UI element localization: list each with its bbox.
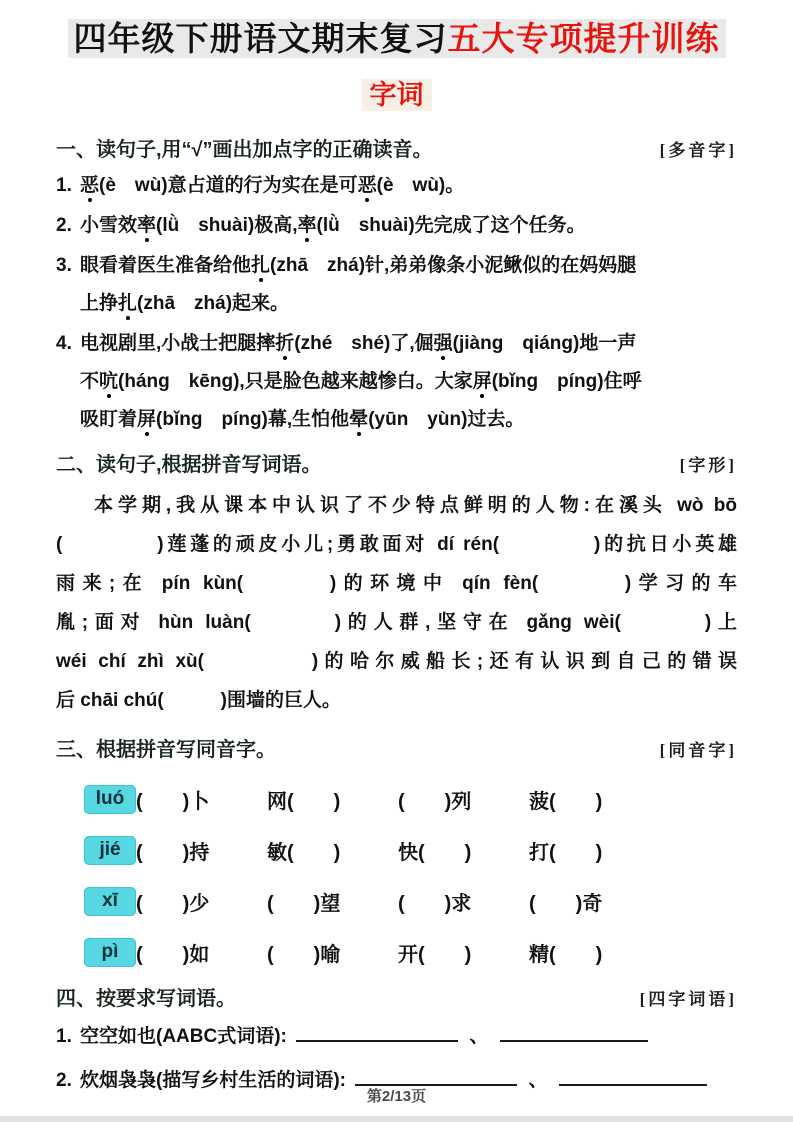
dotted-char: 吭 [99, 371, 119, 392]
pinyin-badge: luó [84, 785, 136, 814]
dotted-char: 率 [137, 215, 157, 236]
question-number: 4. [56, 333, 72, 354]
homophone-blank: ( )卜 [136, 791, 210, 813]
pinyin-badge: xī [84, 887, 136, 916]
paragraph-line: 本学期,我从课本中认识了不少特点鲜明的人物:在溪头 wò bō [94, 495, 737, 516]
text-segment: (lǜ shuài)先完成了这个任务。 [316, 215, 586, 236]
page-indicator: 第2/13页 [366, 1088, 427, 1105]
list-separator: 、 [469, 1026, 489, 1047]
homophone-row-luo [56, 783, 737, 816]
page-subtitle [56, 73, 737, 112]
dotted-char: 扎 [251, 255, 271, 276]
text-segment: 不 [80, 371, 100, 392]
word-item-1 [56, 1016, 737, 1058]
section4-tag: [四字词语] [639, 990, 737, 1009]
section4-header [56, 985, 737, 1014]
answer-blank [500, 1023, 648, 1042]
section2-heading: 二、读句子,根据拼音写词语。 [56, 454, 322, 476]
text-segment: (bǐng píng)住呼 [491, 371, 642, 392]
dotted-char: 折 [275, 333, 295, 354]
homophone-blank: ( )列 [398, 791, 472, 813]
homophone-blank: ( )如 [136, 944, 210, 966]
homophone-row-pi [56, 936, 737, 969]
question-text [80, 247, 737, 285]
homophone-blank: 精( ) [529, 944, 603, 966]
section1-heading: 一、读句子,用“√”画出加点字的正确读音。 [56, 139, 433, 161]
question-item-4 [56, 325, 737, 439]
paragraph-line: 雨来;在 pín kùn( )的环境中 qín fèn( )学习的车 [56, 573, 737, 594]
homophone-blank: 网( ) [267, 791, 341, 813]
paragraph-line: 后 chāi chú( )围墙的巨人。 [56, 690, 342, 711]
homophone-row-xi [56, 885, 737, 918]
section3-tag: [同音字] [659, 741, 737, 760]
homophone-blank: 打( ) [529, 842, 603, 864]
list-separator: 、 [528, 1070, 548, 1091]
answer-blank [355, 1067, 517, 1086]
question-text [80, 363, 737, 401]
question-text [80, 167, 737, 205]
text-segment: 吸盯着 [80, 409, 138, 430]
homophone-blank: 敏( ) [267, 842, 341, 864]
answer-blank [296, 1023, 458, 1042]
text-segment: 上挣 [80, 293, 119, 314]
dotted-char: 恶 [357, 175, 377, 196]
homophone-blank: ( )求 [398, 893, 472, 915]
title-red-part: 五大专项提升训练 [447, 20, 720, 57]
title-black-part: 四年级下册语文期末复习 [73, 20, 448, 57]
question-text [80, 207, 737, 245]
page-bottom-edge [0, 1116, 793, 1122]
homophone-row-jie [56, 834, 737, 867]
section4-heading: 四、按要求写词语。 [56, 988, 236, 1010]
text-segment: (háng kēng),只是脸色越来越惨白。大家 [118, 371, 473, 392]
text-segment: (zhā zhá)起来。 [137, 293, 290, 314]
section3-heading: 三、根据拼音写同音字。 [56, 739, 276, 761]
paragraph-line: wéi chí zhì xù( )的哈尔威船长;还有认识到自己的错误 [56, 651, 737, 672]
homophone-blank: 开( ) [398, 944, 472, 966]
dotted-char: 扎 [118, 293, 138, 314]
question-number: 2. [56, 215, 72, 236]
question-text [80, 401, 737, 439]
question-item-1 [56, 167, 737, 205]
text-segment: (lǜ shuài)极高, [156, 215, 298, 236]
section2-tag: [字形] [679, 456, 737, 475]
text-segment: 眼看着医生准备给他 [80, 255, 252, 276]
pinyin-badge: pì [84, 938, 136, 967]
subtitle-text: 字词 [362, 79, 432, 111]
section1-header [56, 136, 737, 165]
dotted-char: 率 [297, 215, 317, 236]
question-number: 1. [56, 1026, 72, 1047]
dotted-char: 晕 [349, 409, 369, 430]
dotted-char: 屏 [472, 371, 492, 392]
section1-tag: [多音字] [659, 141, 737, 160]
section3-header [56, 736, 737, 765]
question-text [80, 285, 737, 323]
homophone-blank: ( )望 [267, 893, 341, 915]
text-segment: (bǐng píng)幕,生怕他 [156, 409, 350, 430]
question-item-2 [56, 207, 737, 245]
homophone-blank: ( )喻 [267, 944, 341, 966]
text-segment: (yūn yùn)过去。 [368, 409, 525, 430]
dotted-char: 屏 [137, 409, 157, 430]
question-number: 2. [56, 1070, 72, 1091]
text-segment: 电视剧里,小战士把腿摔 [80, 333, 276, 354]
word-item-label: 炊烟袅袅(描写乡村生活的词语): [80, 1070, 346, 1091]
paragraph-line: ( )莲蓬的顽皮小儿;勇敢面对 dí rén( )的抗日小英雄 [56, 534, 737, 555]
pinyin-paragraph [56, 486, 737, 720]
homophone-blank: ( )奇 [529, 893, 603, 915]
text-segment: (zhé shé)了,倔 [294, 333, 434, 354]
word-item-label: 空空如也(AABC式词语): [80, 1026, 287, 1047]
title-highlight [68, 19, 726, 58]
section2-header [56, 451, 737, 480]
text-segment: (jiàng qiáng)地一声 [452, 333, 637, 354]
text-segment: (è wù)意占道的行为实在是可 [99, 175, 358, 196]
question-number: 3. [56, 255, 72, 276]
homophone-blank: 快( ) [398, 842, 472, 864]
question-item-3 [56, 247, 737, 323]
homophone-grid [56, 783, 737, 969]
question-text [80, 325, 737, 363]
paragraph-line: 胤;面对 hùn luàn( )的人群,坚守在 gǎng wèi( )上 [56, 612, 737, 633]
homophone-blank: 菠( ) [529, 791, 603, 813]
text-segment: (zhā zhá)针,弟弟像条小泥鳅似的在妈妈腿 [270, 255, 637, 276]
homophone-blank: ( )少 [136, 893, 210, 915]
text-segment: 小雪效 [80, 215, 138, 236]
dotted-char: 恶 [80, 175, 100, 196]
pinyin-badge: jié [84, 836, 136, 865]
dotted-char: 强 [433, 333, 453, 354]
homophone-blank: ( )持 [136, 842, 210, 864]
question-number: 1. [56, 175, 72, 196]
page-title [56, 18, 737, 60]
text-segment: (è wù)。 [376, 175, 465, 196]
answer-blank [559, 1067, 707, 1086]
